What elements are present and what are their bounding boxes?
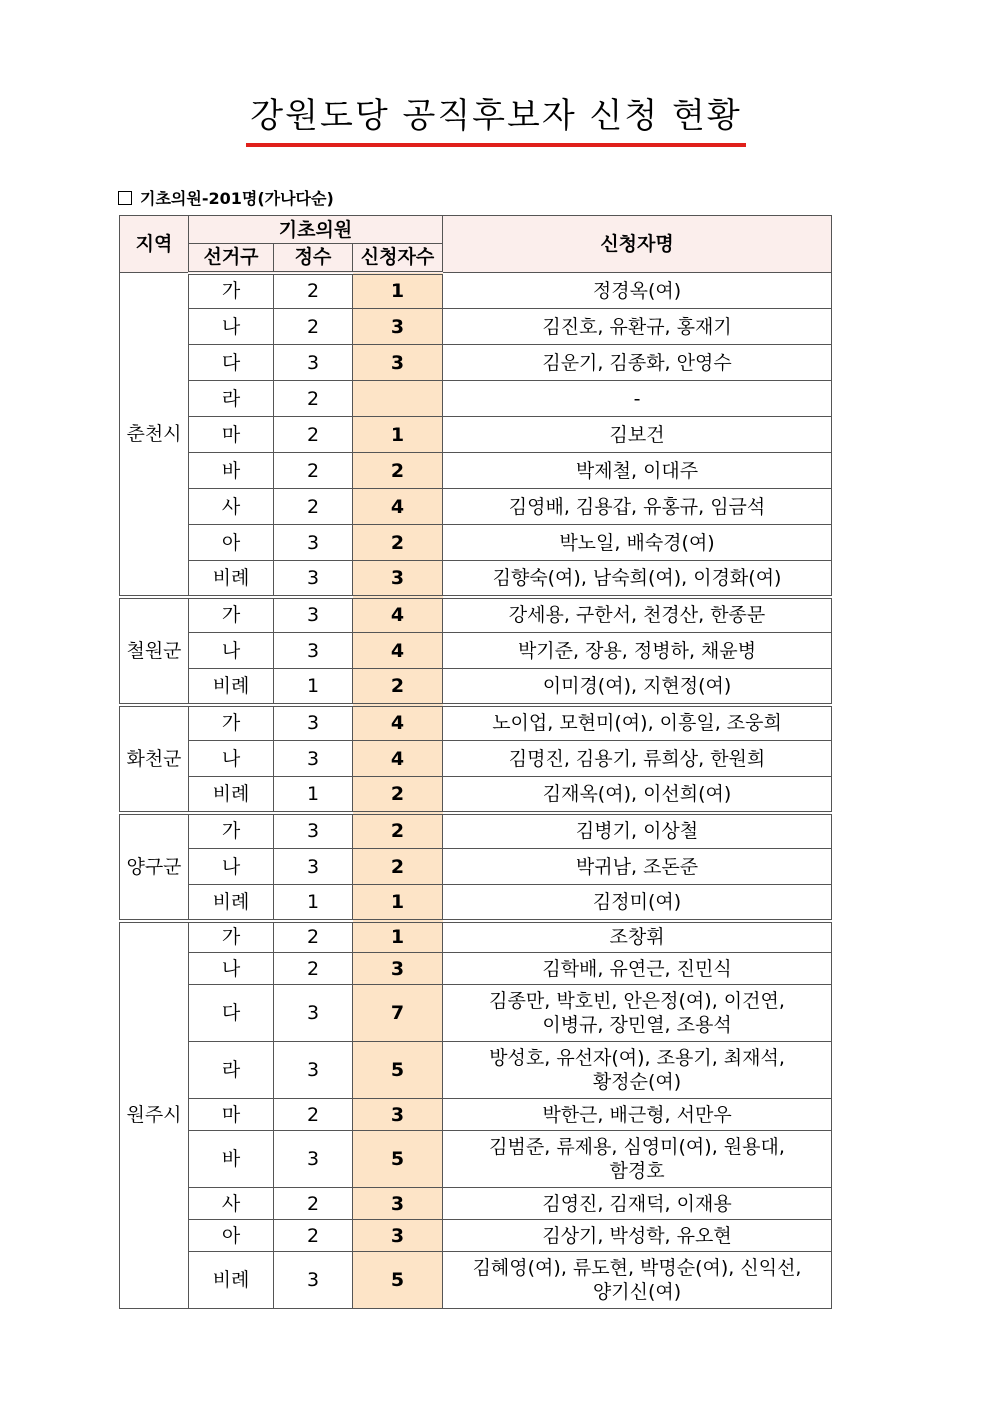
seats-cell: 2 (274, 1220, 353, 1252)
names-cell (443, 1131, 832, 1188)
applicant-count-cell: 3 (353, 345, 443, 381)
district-cell: 비례 (189, 1252, 274, 1309)
district-cell: 나 (189, 741, 274, 777)
region-cell: 춘천시 (120, 273, 189, 597)
names-cell: 박노일, 배숙경(여) (443, 525, 832, 561)
table-row (120, 777, 832, 813)
seats-cell: 3 (274, 985, 353, 1042)
table-row (120, 985, 832, 1042)
page-title: 강원도당 공직후보자 신청 현황 (0, 88, 992, 147)
names-cell (443, 1042, 832, 1099)
applicant-count-cell: 5 (353, 1131, 443, 1188)
header-council: 기초의원 (189, 216, 443, 244)
seats-cell: 3 (274, 705, 353, 741)
table-row (120, 489, 832, 525)
table-row (120, 633, 832, 669)
names-cell (443, 1252, 832, 1309)
seats-cell: 2 (274, 1188, 353, 1220)
table-row (120, 381, 832, 417)
table-row (120, 561, 832, 597)
applicant-count-cell: 1 (353, 921, 443, 953)
region-cell: 화천군 (120, 705, 189, 813)
district-cell: 비례 (189, 669, 274, 705)
seats-cell: 2 (274, 453, 353, 489)
district-cell: 가 (189, 813, 274, 849)
seats-cell: 2 (274, 417, 353, 453)
applicant-count-cell: 3 (353, 1099, 443, 1131)
district-cell: 비례 (189, 777, 274, 813)
seats-cell: 3 (274, 1042, 353, 1099)
names-cell: 조창휘 (443, 921, 832, 953)
seats-cell: 3 (274, 813, 353, 849)
district-cell: 다 (189, 345, 274, 381)
seats-cell: 2 (274, 273, 353, 309)
names-line: 함경호 (609, 1160, 665, 1182)
seats-cell: 3 (274, 1131, 353, 1188)
district-cell: 나 (189, 953, 274, 985)
applicant-count-cell: 4 (353, 705, 443, 741)
table-row (120, 849, 832, 885)
seats-cell: 1 (274, 885, 353, 921)
names-cell: 김정미(여) (443, 885, 832, 921)
district-cell: 바 (189, 1131, 274, 1188)
applicant-count-cell: 4 (353, 741, 443, 777)
names-line: 양기신(여) (592, 1281, 682, 1303)
district-cell: 가 (189, 273, 274, 309)
names-cell: - (443, 381, 832, 417)
names-cell: 김향숙(여), 남숙희(여), 이경화(여) (443, 561, 832, 597)
names-cell: 김명진, 김용기, 류희상, 한원희 (443, 741, 832, 777)
seats-cell: 3 (274, 849, 353, 885)
seats-cell: 2 (274, 309, 353, 345)
names-line: 이병규, 장민열, 조용석 (542, 1014, 732, 1036)
district-cell: 사 (189, 1188, 274, 1220)
applicant-count-cell: 2 (353, 525, 443, 561)
seats-cell: 2 (274, 1099, 353, 1131)
district-cell: 아 (189, 1220, 274, 1252)
district-cell: 아 (189, 525, 274, 561)
applicant-count-cell: 2 (353, 813, 443, 849)
region-cell: 철원군 (120, 597, 189, 705)
table-row (120, 1220, 832, 1252)
applicant-count-cell: 4 (353, 489, 443, 525)
applicant-count-cell: 2 (353, 453, 443, 489)
seats-cell: 3 (274, 345, 353, 381)
district-cell: 다 (189, 985, 274, 1042)
applicant-count-cell: 2 (353, 669, 443, 705)
table-row (120, 1099, 832, 1131)
table-row (120, 525, 832, 561)
applicant-count-cell: 2 (353, 849, 443, 885)
district-cell: 사 (189, 489, 274, 525)
seats-cell: 3 (274, 525, 353, 561)
seats-cell: 3 (274, 741, 353, 777)
names-cell: 정경옥(여) (443, 273, 832, 309)
table-row (120, 705, 832, 741)
district-cell: 가 (189, 705, 274, 741)
applicant-count-cell: 4 (353, 597, 443, 633)
district-cell: 비례 (189, 561, 274, 597)
seats-cell: 3 (274, 597, 353, 633)
names-cell: 김영배, 김용갑, 유홍규, 임금석 (443, 489, 832, 525)
names-cell: 김운기, 김종화, 안영수 (443, 345, 832, 381)
applicant-count-cell: 5 (353, 1252, 443, 1309)
table-row (120, 1042, 832, 1099)
names-cell: 노이업, 모현미(여), 이흥일, 조웅희 (443, 705, 832, 741)
names-cell: 김재옥(여), 이선희(여) (443, 777, 832, 813)
header-applicants: 신청자수 (353, 244, 443, 273)
applicant-count-cell: 3 (353, 953, 443, 985)
district-cell: 나 (189, 633, 274, 669)
seats-cell: 3 (274, 1252, 353, 1309)
district-cell: 비례 (189, 885, 274, 921)
applicant-count-cell: 2 (353, 777, 443, 813)
district-cell: 가 (189, 597, 274, 633)
table-row (120, 953, 832, 985)
region-cell: 원주시 (120, 921, 189, 1309)
table-row (120, 597, 832, 633)
names-cell: 김진호, 유환규, 홍재기 (443, 309, 832, 345)
district-cell: 마 (189, 417, 274, 453)
names-cell: 김영진, 김재덕, 이재용 (443, 1188, 832, 1220)
header-names: 신청자명 (443, 216, 832, 273)
names-cell: 김학배, 유연근, 진민식 (443, 953, 832, 985)
table-row (120, 813, 832, 849)
names-cell (443, 985, 832, 1042)
header-region: 지역 (120, 216, 189, 273)
names-line: 황정순(여) (592, 1071, 682, 1093)
district-cell: 나 (189, 309, 274, 345)
district-cell: 라 (189, 1042, 274, 1099)
table-row (120, 273, 832, 309)
applicant-count-cell: 5 (353, 1042, 443, 1099)
table-row (120, 345, 832, 381)
applicant-count-cell: 1 (353, 417, 443, 453)
seats-cell: 2 (274, 489, 353, 525)
header-seats: 정수 (274, 244, 353, 273)
header-district: 선거구 (189, 244, 274, 273)
table-row (120, 1131, 832, 1188)
applicant-count-cell: 3 (353, 309, 443, 345)
applicant-count-cell: 1 (353, 273, 443, 309)
district-cell: 나 (189, 849, 274, 885)
names-cell: 박제철, 이대주 (443, 453, 832, 489)
seats-cell: 3 (274, 561, 353, 597)
section-subtitle: 기초의원-201명(가나다순) (118, 186, 334, 209)
seats-cell: 1 (274, 777, 353, 813)
applicant-count-cell (353, 381, 443, 417)
seats-cell: 3 (274, 633, 353, 669)
names-line: 김종만, 박호빈, 안은정(여), 이건연, (489, 990, 785, 1012)
seats-cell: 2 (274, 921, 353, 953)
table-row (120, 309, 832, 345)
names-cell: 박귀남, 조돈준 (443, 849, 832, 885)
seats-cell: 2 (274, 953, 353, 985)
names-line: 김혜영(여), 류도현, 박명순(여), 신익선, (472, 1257, 802, 1279)
names-cell: 이미경(여), 지현정(여) (443, 669, 832, 705)
names-cell: 박한근, 배근형, 서만우 (443, 1099, 832, 1131)
table-row (120, 1252, 832, 1309)
table-row (120, 453, 832, 489)
names-cell: 김보건 (443, 417, 832, 453)
region-cell: 양구군 (120, 813, 189, 921)
applicant-count-cell: 4 (353, 633, 443, 669)
table-row (120, 1188, 832, 1220)
table-row (120, 669, 832, 705)
table-row (120, 741, 832, 777)
names-cell: 김병기, 이상철 (443, 813, 832, 849)
names-line: 김범준, 류제용, 심영미(여), 원용대, (489, 1136, 785, 1158)
applicant-count-cell: 7 (353, 985, 443, 1042)
names-cell: 박기준, 장용, 정병하, 채윤병 (443, 633, 832, 669)
district-cell: 마 (189, 1099, 274, 1131)
table-row (120, 885, 832, 921)
names-line: 방성호, 유선자(여), 조용기, 최재석, (489, 1047, 785, 1069)
table-row (120, 921, 832, 953)
seats-cell: 2 (274, 381, 353, 417)
seats-cell: 1 (274, 669, 353, 705)
applicant-table (119, 215, 832, 1309)
names-cell: 강세용, 구한서, 천경산, 한종문 (443, 597, 832, 633)
district-cell: 라 (189, 381, 274, 417)
table-row (120, 417, 832, 453)
applicant-count-cell: 3 (353, 1188, 443, 1220)
checkbox-icon (118, 191, 132, 205)
applicant-count-cell: 3 (353, 1220, 443, 1252)
applicant-count-cell: 1 (353, 885, 443, 921)
names-cell: 김상기, 박성학, 유오현 (443, 1220, 832, 1252)
applicant-count-cell: 3 (353, 561, 443, 597)
district-cell: 바 (189, 453, 274, 489)
district-cell: 가 (189, 921, 274, 953)
